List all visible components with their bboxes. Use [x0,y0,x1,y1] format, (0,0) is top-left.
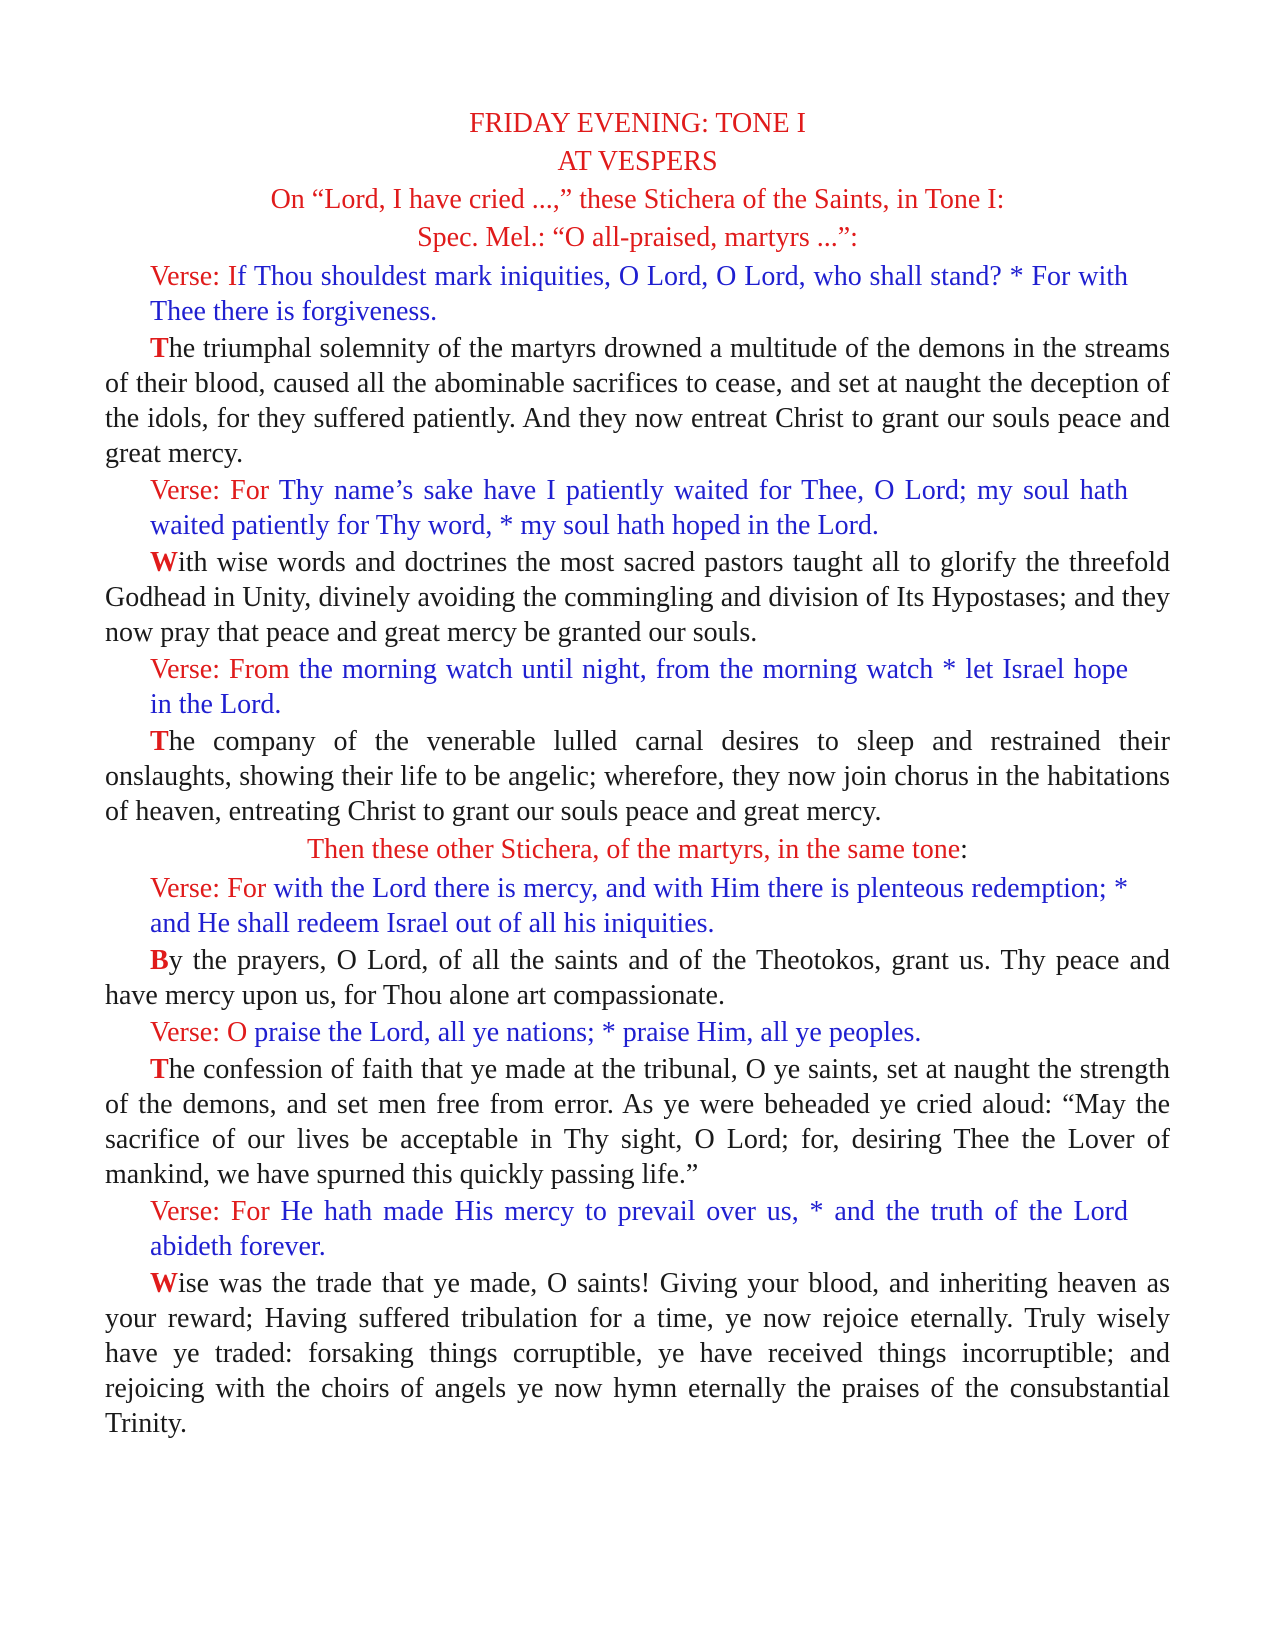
verse-first-word: O [226,1017,248,1048]
sticheron-4 [105,943,1170,1013]
sticheron-5 [105,1052,1170,1192]
verse-6 [150,1194,1170,1264]
verse-2 [150,473,1170,543]
verse-label: Verse: [150,1196,231,1227]
verse-3 [150,652,1170,722]
verse-first-word: I [227,261,238,292]
verse-text: Thy name’s sake have I patiently waited for Thee, O Lord; my soul hath waited patiently for Thy word, * my soul hath hoped in the Lord. [150,475,1128,541]
verse-1 [150,259,1170,329]
drop-cap: T [150,726,169,757]
verse-text: He hath made His mercy to prevail over us, * and the truth of the Lord abideth forever. [150,1196,1128,1262]
rubric-3-colon: : [960,834,968,865]
verse-label: Verse: [150,261,228,292]
drop-cap: W [150,1268,178,1299]
sticheron-text: ise was the trade that ye made, O saints! Giving your blood, and inheriting heaven as your reward; Having suffered tribulation for a time, ye now rejoice eternally. Truly wisely have ye traded: forsaking things corruptible, ye have received things incorruptible; and rejoicing with the choirs of angels ye now hymn eternally the praises of the consubstantial Trinity. [105,1268,1170,1439]
sticheron-text: he triumphal solemnity of the martyrs drowned a multitude of the demons in the streams of their blood, caused all the abominable sacrifices to cease, and set at naught the deception of the idols, for they suffered patiently. And they now entreat Christ to grant our souls peace and great mercy. [105,333,1170,469]
sticheron-text: y the prayers, O Lord, of all the saints and of the Theotokos, grant us. Thy peace and have mercy upon us, for Thou alone art compassionate. [105,945,1170,1011]
sticheron-text: he confession of faith that ye made at the tribunal, O ye saints, set at naught the strength of the demons, and set men free from error. As ye were beheaded ye cried aloud: “May the sacrifice of our lives be acceptable in Thy sight, O Lord; for, desiring Thee the Lover of mankind, we have spurned this quickly passing life.” [105,1054,1170,1190]
verse-text: f Thou shouldest mark iniquities, O Lord, O Lord, who shall stand? * For with Thee there is forgiveness. [150,261,1129,327]
verse-first-word: For [227,873,267,904]
sticheron-2 [105,545,1170,650]
drop-cap: B [150,945,169,976]
sticheron-6 [105,1266,1170,1441]
title-line-1: FRIDAY EVENING: TONE I [469,108,806,139]
sticheron-text: ith wise words and doctrines the most sacred pastors taught all to glorify the threefold Godhead in Unity, divinely avoiding the commingling and division of Its Hypostases; and they now pray that peace and great mercy be granted our souls. [105,547,1170,648]
drop-cap: T [150,1054,169,1085]
verse-text: with the Lord there is mercy, and with Him there is plenteous redemption; * and He shall redeem Israel out of all his iniquities. [150,873,1128,939]
rubric-1: On “Lord, I have cried ...,” these Stichera of the Saints, in Tone I: [270,184,1005,215]
verse-label: Verse: [150,873,228,904]
rubric-2: Spec. Mel.: “O all-praised, martyrs ...”: [417,222,858,253]
verse-first-word: For [230,475,270,506]
verse-5 [150,1015,1170,1050]
verse-text: praise the Lord, all ye nations; * praise Him, all ye peoples. [247,1017,922,1048]
rubric-3 [105,831,1170,869]
sticheron-text: he company of the venerable lulled carnal desires to sleep and restrained their onslaughts, showing their life to be angelic; wherefore, they now join chorus in the habitations of heaven, entreating Christ to grant our souls peace and great mercy. [105,726,1170,827]
title-line-2: AT VESPERS [557,146,718,177]
rubric-3-text: Then these other Stichera, of the martyrs, in the same tone [307,834,961,865]
verse-label: Verse: [150,1017,227,1048]
verse-first-word: For [230,1196,270,1227]
verse-label: Verse: [150,654,230,685]
sticheron-3 [105,724,1170,829]
sticheron-1 [105,331,1170,471]
verse-label: Verse: [150,475,231,506]
drop-cap: W [150,547,178,578]
verse-text: the morning watch until night, from the morning watch * let Israel hope in the Lord. [150,654,1128,720]
drop-cap: T [150,333,169,364]
verse-4 [150,871,1170,941]
verse-first-word: From [229,654,290,685]
